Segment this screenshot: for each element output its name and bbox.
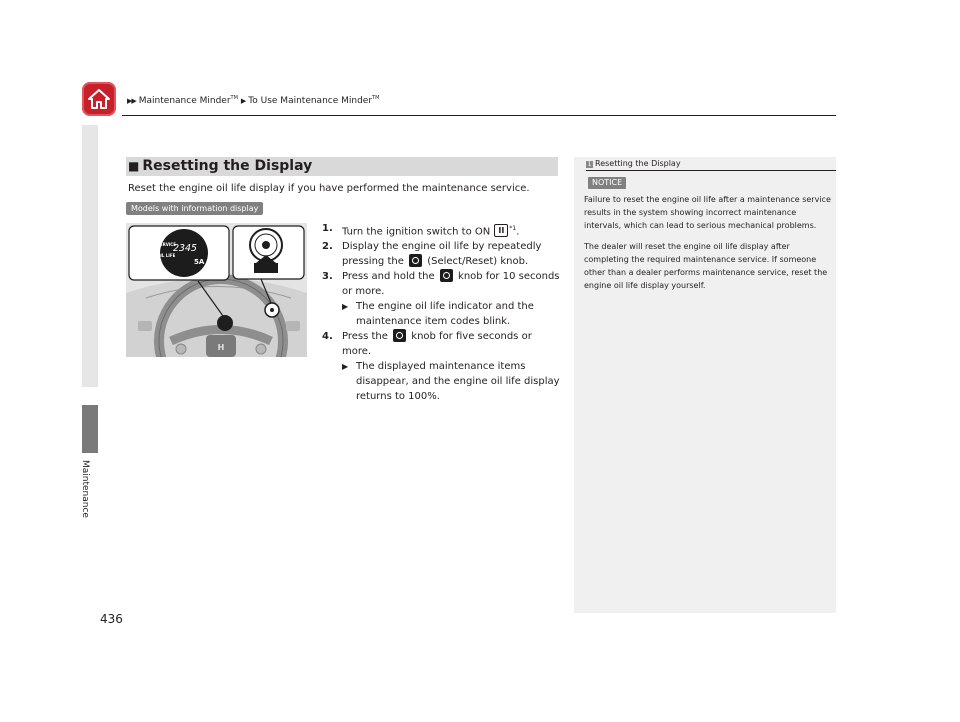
section-title: ■ Resetting the Display — [128, 158, 313, 174]
step-3: 3. Press and hold the knob for 10 seconds or more. ▶ The engine oil life indicator and the maintenance item codes blink. — [322, 271, 560, 328]
procedure-steps — [322, 221, 560, 404]
mileage-readout: 2345 — [173, 243, 198, 254]
breadcrumb-item-maintenance-minder[interactable]: Maintenance Minder™ — [138, 95, 238, 106]
note-paragraph-2: The dealer will reset the engine oil life display after completing the required maintenance service. If someone other than a dealer performs maintenance service, reset the engine oil life display yourself. — [584, 242, 828, 290]
square-bullet-icon: ■ — [128, 159, 140, 173]
step-1: 1. Turn the ignition switch to ON II $^{*1}$. — [322, 223, 520, 238]
breadcrumb — [127, 95, 379, 106]
header-divider — [122, 115, 836, 116]
breadcrumb-arrow-icon: ▶▶ — [127, 97, 136, 105]
footnote-ref[interactable]: *1 — [509, 225, 517, 232]
side-tab-maintenance[interactable] — [82, 405, 98, 453]
side-tab-label: Maintenance — [80, 460, 90, 518]
model-badge: Models with information display — [126, 202, 263, 215]
note-heading: 1 Resetting the Display — [587, 159, 681, 168]
oil-life-label: OIL LIFE — [157, 253, 176, 258]
note-paragraph-1: Failure to reset the engine oil life after a maintenance service results in the system showing incorrect maintenance intervals, which can lead to serious mechanical problems. — [584, 195, 831, 230]
select-reset-knob-icon — [409, 254, 422, 267]
select-reset-knob-icon — [393, 329, 406, 342]
step-3-result: ▶ The engine oil life indicator and the maintenance item codes blink. — [342, 301, 534, 328]
service-label: SERVICE — [157, 242, 176, 247]
notice-badge: NOTICE — [588, 177, 626, 189]
breadcrumb-arrow-icon: ▶ — [240, 97, 246, 105]
step-4-result: ▶ The displayed maintenance items disappear, and the engine oil life display returns to 100%. — [342, 361, 560, 403]
step-2: 2. Display the engine oil life by repeatedly pressing the (Select/Reset) knob. — [322, 241, 542, 268]
note-divider — [586, 170, 836, 171]
note-marker-icon: 1 — [587, 161, 592, 168]
ignition-on-key-icon: II — [494, 224, 508, 237]
dashboard-drawing — [126, 223, 307, 357]
page-number: 436 — [100, 612, 123, 626]
note-body — [584, 193, 832, 300]
side-bar — [82, 125, 98, 387]
maintenance-code: 5A — [194, 258, 205, 266]
step-4: 4. Press the knob for five seconds or more. ▶ The displayed maintenance items disappear, and the engine oil life display returns to 100%. — [322, 331, 560, 403]
dashboard-illustration — [126, 223, 307, 357]
home-icon — [87, 88, 111, 110]
breadcrumb-item-to-use[interactable]: To Use Maintenance Minder™ — [248, 95, 380, 106]
home-button[interactable] — [82, 82, 116, 116]
result-arrow-icon: ▶ — [342, 302, 349, 312]
intro-text: Reset the engine oil life display if you have performed the maintenance service. — [128, 183, 530, 194]
select-reset-knob-icon — [440, 269, 453, 282]
result-arrow-icon: ▶ — [342, 362, 349, 372]
svg-text:H: H — [217, 343, 225, 352]
